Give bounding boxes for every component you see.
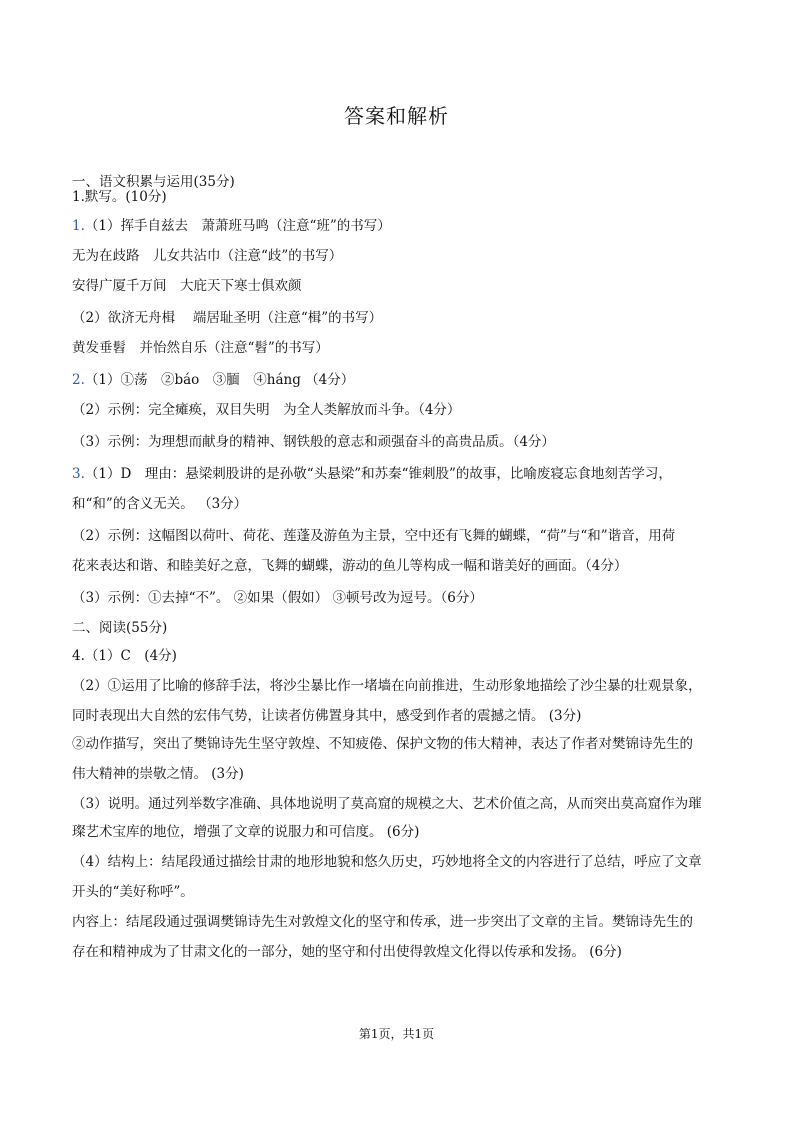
answer-text: 无为在歧路 儿女共沾巾（注意“歧”的书写） <box>72 248 343 264</box>
answer-line <box>72 880 194 900</box>
answer-line <box>72 732 693 752</box>
answer-text: （2）欲济无舟楫 端居耻圣明（注意“楫”的书写） <box>72 310 383 326</box>
answer-line <box>72 674 702 694</box>
answer-line <box>72 792 702 812</box>
answer-line <box>72 274 302 294</box>
page-footer: 第1页，共1页 <box>358 1027 435 1041</box>
question-number: 2. <box>72 372 85 388</box>
question-number: 3. <box>72 466 85 482</box>
answer-text: （3）说明。通过列举数字准确、具体地说明了莫高窟的规模之大、艺术价值之高，从而突出莫高窟作为璀 <box>72 796 702 812</box>
answer-line <box>72 185 167 205</box>
answer-line <box>72 368 354 388</box>
answer-text: 璨艺术宝库的地位，增强了文章的说服力和可信度。 (6分) <box>72 824 420 840</box>
answer-text: 4.（1）C (4分) <box>72 648 177 664</box>
answer-text: 1.默写。(10分) <box>72 189 167 205</box>
answer-text: 内容上：结尾段通过强调樊锦诗先生对敦煌文化的坚守和传承，进一步突出了文章的主旨。樊锦诗先生的 <box>72 914 693 930</box>
answer-text: （2）示例：这幅图以荷叶、荷花、莲蓬及游鱼为主景，空中还有飞舞的蝴蝶，“荷”与“和”谐音，用荷 <box>72 528 676 544</box>
answer-line <box>72 644 177 664</box>
answer-line <box>72 462 672 482</box>
answer-line <box>72 820 419 840</box>
answer-line <box>72 244 342 264</box>
answer-text: （4）结构上：结尾段通过描绘甘肃的地形地貌和悠久历史，巧妙地将全文的内容进行了总结，呼应了文章 <box>72 854 702 870</box>
answer-line <box>72 306 382 326</box>
answer-line <box>72 336 329 356</box>
answer-line <box>72 704 581 724</box>
answer-line <box>72 398 460 418</box>
question-number: 1. <box>72 218 85 234</box>
answer-line <box>72 430 555 450</box>
answer-text: 二、阅读(55分) <box>72 620 168 636</box>
answer-text: 安得广厦千万间 大庇天下寒士俱欢颜 <box>72 278 302 294</box>
answer-line <box>72 214 391 234</box>
answer-text: 开头的“美好称呼”。 <box>72 884 194 900</box>
answer-text: 花来表达和谐、和睦美好之意，飞舞的蝴蝶，游动的鱼儿等构成一幅和谐美好的画面。（4分） <box>72 558 628 574</box>
answer-text: （1）挥手自兹去 萧萧班马鸣（注意“班”的书写） <box>84 218 391 234</box>
answer-text: 同时表现出大自然的宏伟气势，让读者仿佛置身其中，感受到作者的震撼之情。 (3分) <box>72 708 582 724</box>
answer-line <box>72 616 167 636</box>
answer-line <box>72 850 702 870</box>
answer-text: 黄发垂髫 并怡然自乐（注意“髫”的书写） <box>72 340 329 356</box>
answer-text: （1）D 理由：悬梁刺股讲的是孙敬“头悬梁”和苏秦“锥刺股”的故事，比喻废寝忘食地刻苦学习， <box>84 466 672 482</box>
answer-line <box>72 762 244 782</box>
answer-line <box>72 524 675 544</box>
answer-line <box>72 586 483 606</box>
answer-line <box>72 492 247 512</box>
answer-text: （3）示例：①去掉“不”。 ②如果（假如） ③顿号改为逗号。（6分） <box>72 590 483 606</box>
answer-text: 伟大精神的崇敬之情。 (3分) <box>72 766 244 782</box>
answer-text: 和“和”的含义无关。 （3分） <box>72 496 248 512</box>
answer-line <box>72 940 622 960</box>
answer-text: （1）①荡 ②báo ③腼 ④háng （4分） <box>84 372 355 388</box>
answer-line <box>72 554 627 574</box>
answer-text: ②动作描写，突出了樊锦诗先生坚守敦煌、不知疲倦、保护文物的伟大精神，表达了作者对樊锦诗先生的 <box>72 736 693 752</box>
answer-text: （2）①运用了比喻的修辞手法，将沙尘暴比作一堵墙在向前推进，生动形象地描绘了沙尘暴的壮观景象， <box>72 678 702 694</box>
answer-line <box>72 910 693 930</box>
answer-text: （3）示例：为理想而献身的精神、钢铁般的意志和顽强奋斗的高贵品质。（4分） <box>72 434 555 450</box>
answer-text: 存在和精神成为了甘肃文化的一部分，她的坚守和付出使得敦煌文化得以传承和发扬。 (6分) <box>72 944 622 960</box>
answer-text: 一、语文积累与运用(35分) <box>72 174 235 190</box>
answer-text: （2）示例：完全瘫痪，双目失明 为全人类解放而斗争。（4分） <box>72 402 461 418</box>
page-title: 答案和解析 <box>344 104 449 128</box>
